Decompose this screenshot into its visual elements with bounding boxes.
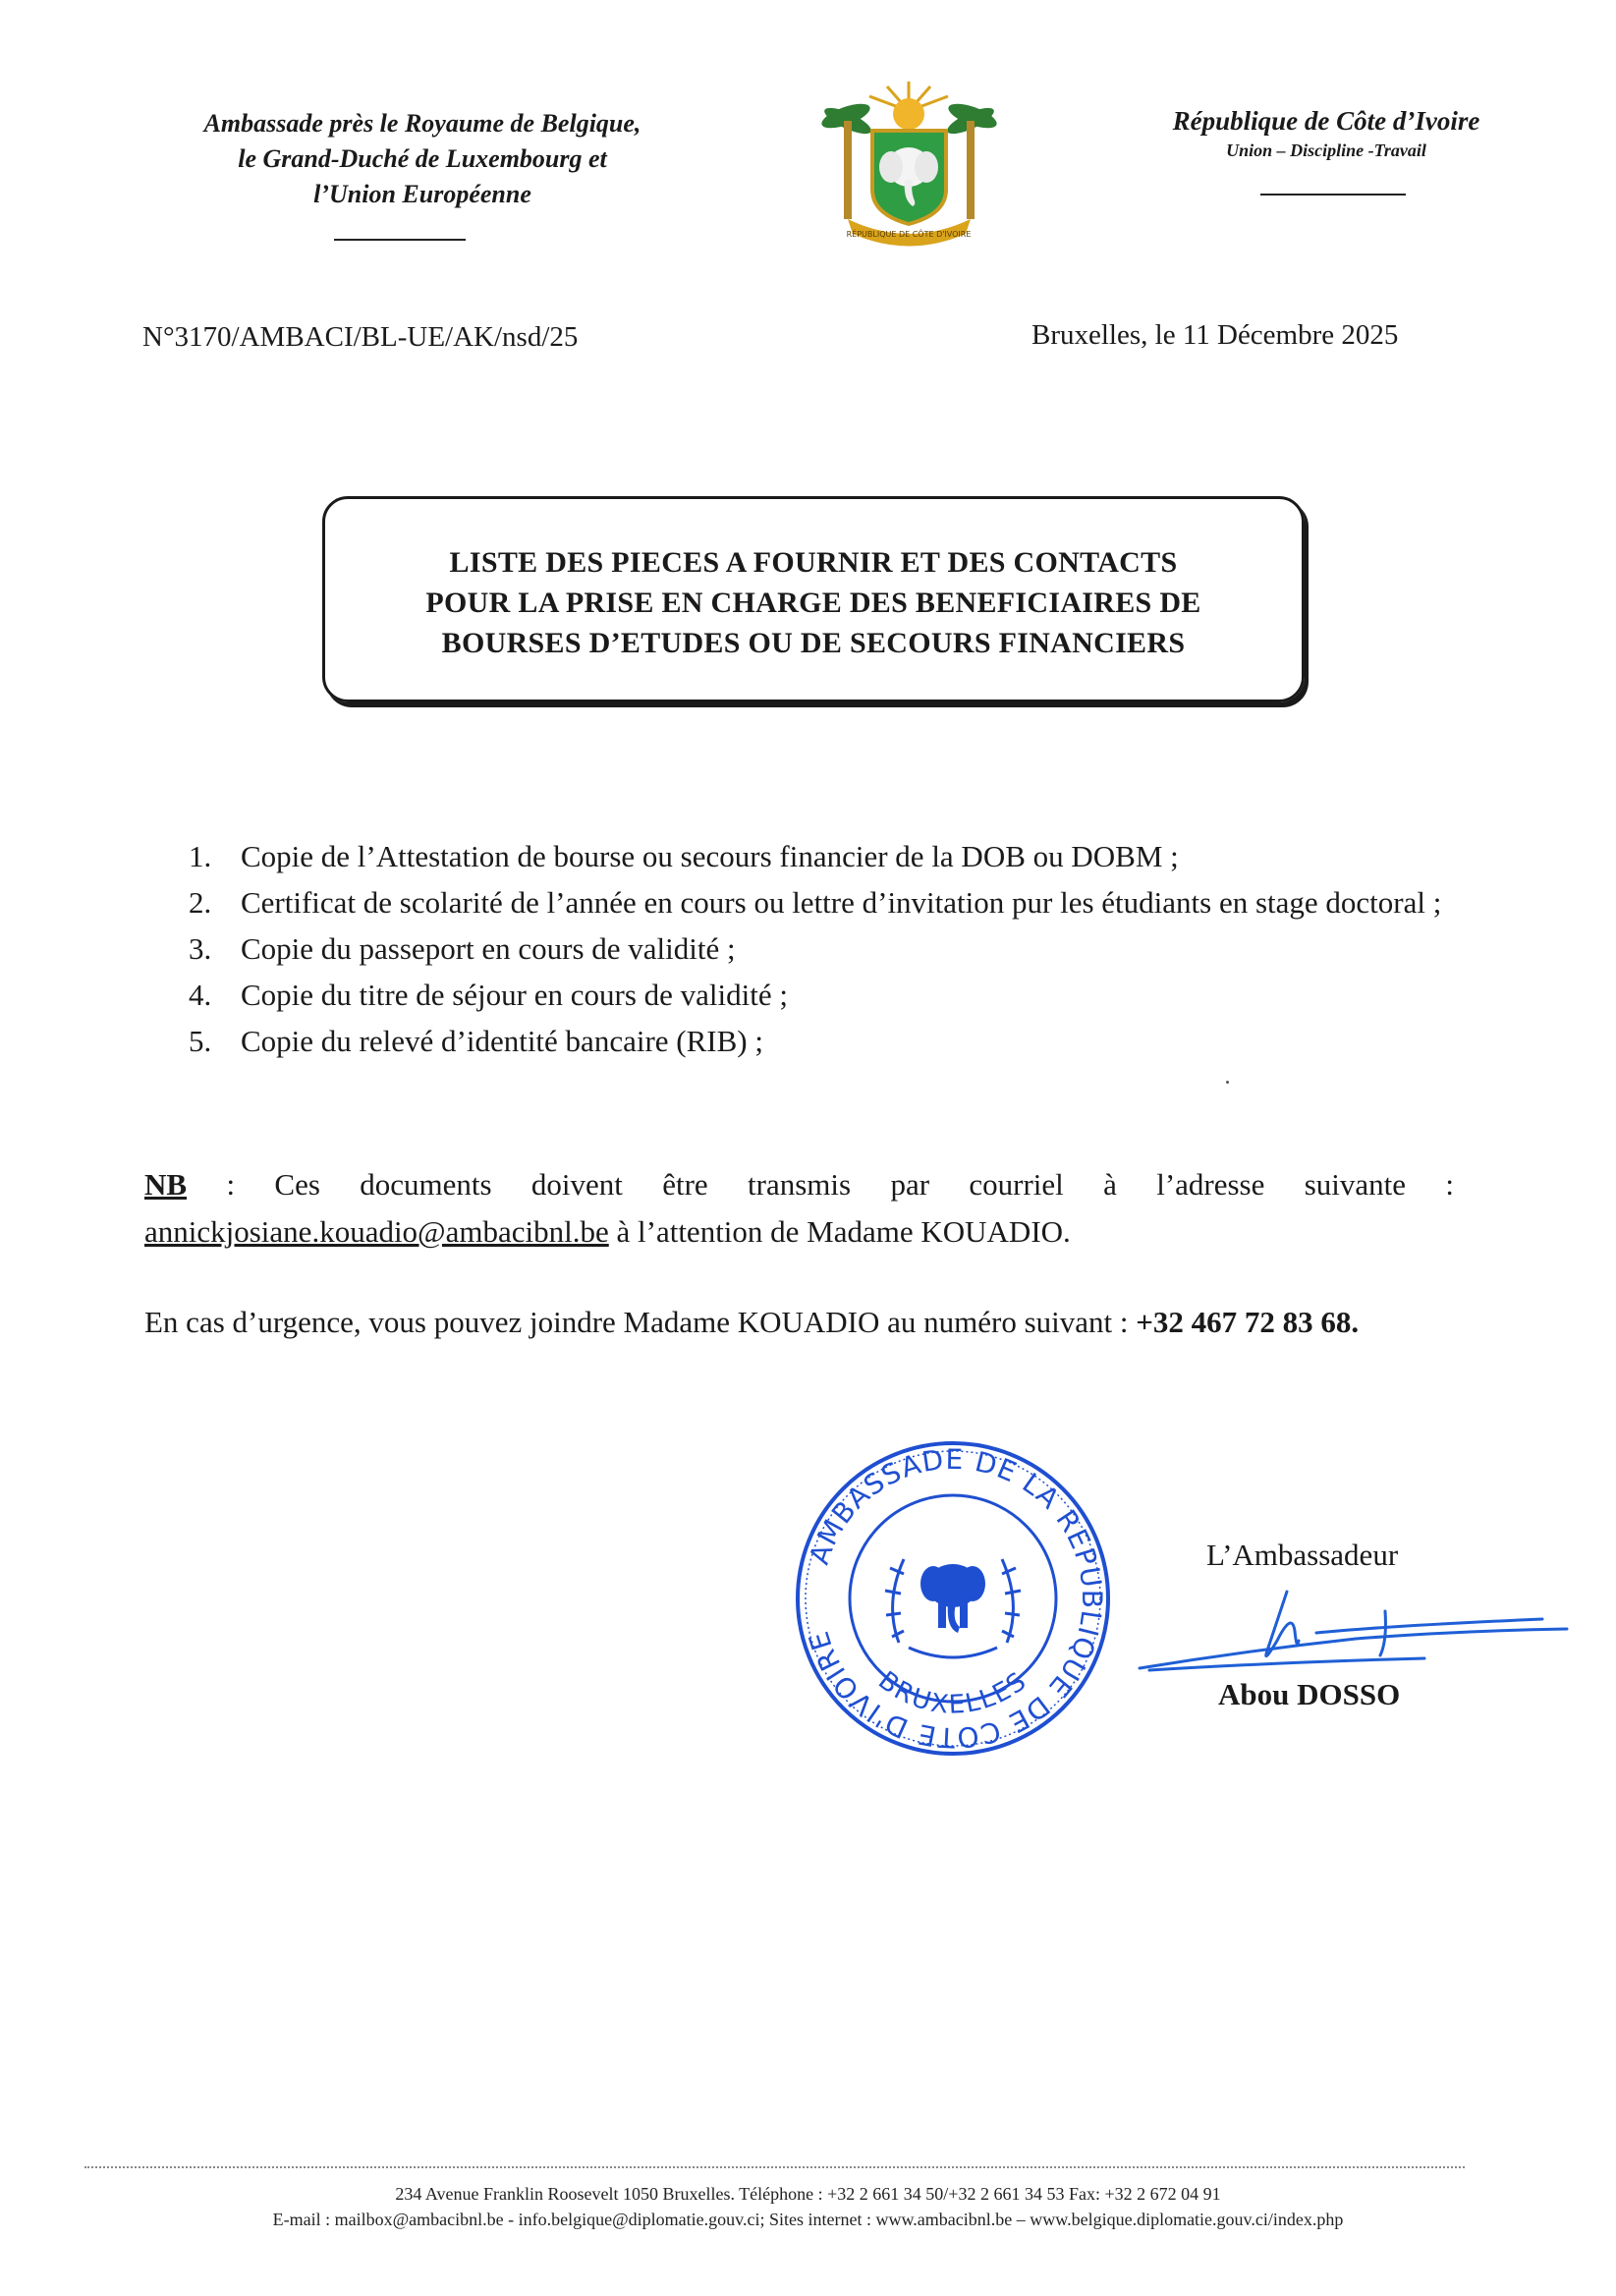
urgent-phone: +32 467 72 83 68. [1136,1305,1360,1339]
embassy-heading-line: Ambassade près le Royaume de Belgique, [203,109,641,138]
list-item-text: Copie du relevé d’identité bancaire (RIB) ; [241,1024,763,1058]
list-item [177,925,1454,972]
list-item [177,1018,1454,1064]
nb-text-rest: à l’attention de Madame KOUADIO. [608,1214,1071,1249]
list-item [177,972,1454,1018]
list-item-number: 5. [189,1024,212,1058]
list-item-number: 1. [189,839,212,873]
urgent-text: En cas d’urgence, vous pouvez joindre Madame KOUADIO au numéro suivant : [144,1305,1137,1339]
emblem-ribbon-text: RÉPUBLIQUE DE CÔTE D'IVOIRE [846,230,972,239]
title-line: BOURSES D’ETUDES OU DE SECOURS FINANCIERS [441,627,1186,659]
coat-of-arms-emblem [818,77,1000,249]
documents-list [177,833,1454,1064]
footer [59,2181,1557,2232]
nb-text: : Ces documents doivent être transmis par courriel à l’adresse suivante : [226,1167,1455,1202]
list-item-number: 2. [189,885,212,920]
list-item-text: Certificat de scolarité de l’année en cours ou lettre d’invitation pur les étudiants en stage doctoral ; [241,885,1442,920]
embassy-heading [128,106,717,212]
stamp-outer-text: AMBASSADE DE LA REPUBLIQUE DE COTE D'IVOIRE [802,1442,1109,1755]
embassy-heading-line: l’Union Européenne [313,180,531,208]
signatory-name: Abou DOSSO [1218,1677,1401,1711]
list-item [177,833,1454,879]
letter-date: Bruxelles, le 11 Décembre 2025 [1031,319,1399,351]
list-item [177,879,1454,925]
title-line: POUR LA PRISE EN CHARGE DES BENEFICIAIRES DE [425,587,1201,619]
list-item-text: Copie de l’Attestation de bourse ou secours financier de la DOB ou DOBM ; [241,839,1179,873]
list-item-number: 3. [189,931,212,966]
list-item-text: Copie du titre de séjour en cours de validité ; [241,978,788,1012]
nb-line [144,1161,1454,1208]
republic-heading [1120,104,1532,163]
list-item-number: 4. [189,978,212,1012]
footer-address: 234 Avenue Franklin Roosevelt 1050 Bruxelles. Téléphone : +32 2 661 34 50/+32 2 661 34 53 Fax: +32 2 672 04 91 [395,2184,1221,2204]
nb-label: NB [144,1167,188,1202]
republic-motto: Union – Discipline -Travail [1226,140,1426,160]
embassy-heading-line: le Grand-Duché de Luxembourg et [238,144,607,173]
urgent-contact-paragraph [144,1299,1461,1346]
embassy-heading-rule [334,239,466,241]
title-line: LISTE DES PIECES A FOURNIR ET DES CONTACTS [449,546,1178,579]
signatory-title: L’Ambassadeur [1206,1538,1399,1572]
stamp-city-text: BRUXELLES [872,1665,1033,1720]
contact-email-link[interactable]: annickjosiane.kouadio@ambacibnl.be [144,1214,609,1249]
document-title [322,542,1305,663]
republic-heading-rule [1260,194,1406,196]
list-item-text: Copie du passeport en cours de validité ; [241,931,736,966]
reference-number: N°3170/AMBACI/BL-UE/AK/nsd/25 [142,321,579,353]
footer-divider [84,2166,1465,2168]
nb-paragraph [144,1161,1454,1256]
republic-title: République de Côte d’Ivoire [1172,106,1480,136]
embassy-stamp [791,1436,1115,1761]
footer-contacts: E-mail : mailbox@ambacibnl.be - info.belgique@diplomatie.gouv.ci; Sites internet : www.ambacibnl.be – www.belgique.diplomatie.gouv.ci/index.php [272,2210,1344,2229]
scan-speck [1226,1081,1229,1084]
nb-line [144,1208,1454,1256]
